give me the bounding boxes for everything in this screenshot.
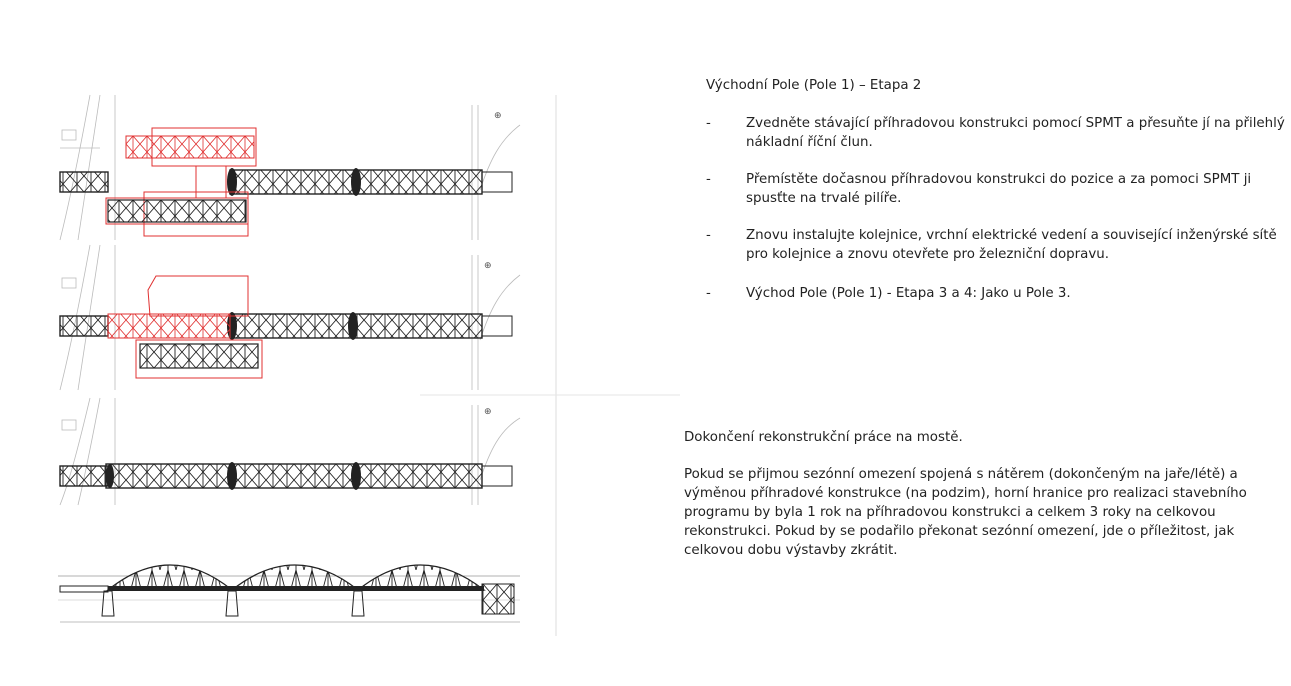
drawing-elevation: [58, 565, 520, 622]
bullet-item: [706, 226, 1286, 264]
stage-title: Východní Pole (Pole 1) – Etapa 2: [706, 78, 922, 93]
bullet-text: Zvedněte stávající příhradovou konstrukci pomocí SPMT a přesuňte jí na přilehlý nákladní říční člun.: [746, 116, 1285, 150]
bullet-text: Znovu instalujte kolejnice, vrchní elektrické vedení a související inženýrské sítě pro kolejnice a znovu otevřete pro železniční dopravu.: [746, 228, 1277, 262]
bullet-list: [706, 114, 1286, 321]
bullet-text: Přemístěte dočasnou příhradovou konstrukci do pozice a za pomoci SPMT ji spusťte na trvalé pilíře.: [746, 172, 1252, 206]
drawing-panel-3: [60, 398, 520, 505]
bullet-marker: -: [706, 172, 711, 187]
bullet-item: [706, 170, 1286, 208]
bullet-marker: -: [706, 228, 711, 243]
completion-paragraph: Pokud se přijmou sezónní omezení spojená s nátěrem (dokončeným na jaře/létě) a výměnou příhradové konstrukce (na podzim), horní hranice pro realizaci stavebního programu by byla 1 rok na příhradovou konstrukci a celkem 3 roky na celkovou rekonstrukci. Pokud by se podařilo překonat sezónní omezení, jde o příležitost, jak celkovou dobu výstavby zkrátit.: [684, 467, 1247, 558]
bullet-text: Východ Pole (Pole 1) - Etapa 3 a 4: Jako u Pole 3.: [746, 286, 1071, 301]
bullet-marker: -: [706, 116, 711, 131]
svg-text:⊕: ⊕: [484, 261, 492, 271]
drawing-panel-2: [60, 245, 520, 390]
bullet-marker: -: [706, 286, 711, 301]
completion-title: Dokončení rekonstrukční práce na mostě.: [684, 430, 963, 445]
svg-text:⊕: ⊕: [484, 407, 492, 417]
bullet-item: [706, 284, 1286, 303]
svg-text:⊕: ⊕: [494, 111, 502, 121]
bullet-item: [706, 114, 1286, 152]
drawing-panel-1: [60, 95, 520, 240]
